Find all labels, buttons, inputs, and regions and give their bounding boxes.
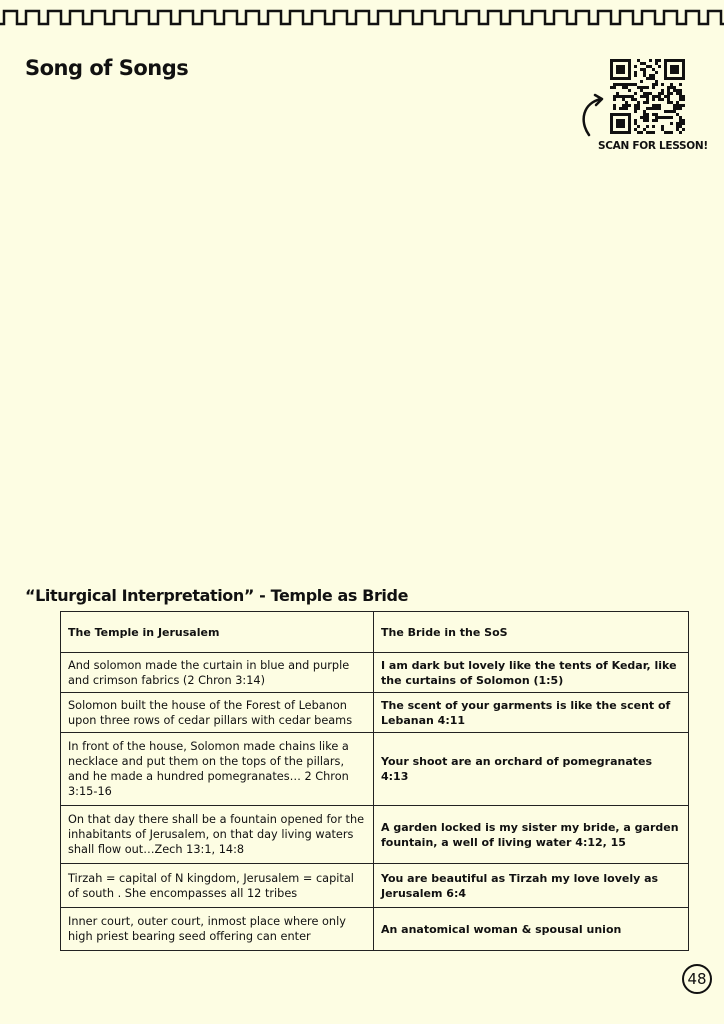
curved-arrow-icon: [575, 93, 615, 143]
bride-cell: You are beautiful as Tirzah my love lovely as Jerusalem 6:4: [374, 864, 689, 908]
column-header-temple: The Temple in Jerusalem: [61, 612, 374, 653]
table-row: [61, 864, 689, 908]
section-heading: “Liturgical Interpretation” - Temple as Bride: [25, 586, 409, 605]
decorative-top-border: [0, 0, 724, 30]
table-row: [61, 653, 689, 693]
page-title: Song of Songs: [25, 56, 189, 80]
page-number-badge: [682, 964, 712, 994]
page-number: 48: [687, 970, 707, 988]
table-row: [61, 908, 689, 951]
column-header-bride: The Bride in the SoS: [374, 612, 689, 653]
bride-cell: A garden locked is my sister my bride, a garden fountain, a well of living water 4:12, 15: [374, 806, 689, 864]
temple-cell: Tirzah = capital of N kingdom, Jerusalem = capital of south . She encompasses all 12 tribes: [61, 864, 374, 908]
bride-cell: An anatomical woman & spousal union: [374, 908, 689, 951]
table-row: [61, 733, 689, 806]
table-header-row: [61, 612, 689, 653]
scan-for-lesson-label: SCAN FOR LESSON!: [598, 140, 708, 152]
temple-cell: On that day there shall be a fountain opened for the inhabitants of Jerusalem, on that day living waters shall flow out…Zech 13:1, 14:8: [61, 806, 374, 864]
table-row: [61, 693, 689, 733]
qr-code-icon: [610, 59, 685, 134]
bride-cell: Your shoot are an orchard of pomegranates 4:13: [374, 733, 689, 806]
temple-cell: And solomon made the curtain in blue and purple and crimson fabrics (2 Chron 3:14): [61, 653, 374, 693]
temple-cell: In front of the house, Solomon made chains like a necklace and put them on the tops of the pillars, and he made a hundred pomegranates… 2 Chron 3:15-16: [61, 733, 374, 806]
bride-cell: The scent of your garments is like the scent of Lebanan 4:11: [374, 693, 689, 733]
qr-code-block: [575, 55, 715, 155]
bride-cell: I am dark but lovely like the tents of Kedar, like the curtains of Solomon (1:5): [374, 653, 689, 693]
temple-cell: Inner court, outer court, inmost place where only high priest bearing seed offering can enter: [61, 908, 374, 951]
table-row: [61, 806, 689, 864]
comparison-table: [60, 611, 689, 951]
temple-cell: Solomon built the house of the Forest of Lebanon upon three rows of cedar pillars with cedar beams: [61, 693, 374, 733]
